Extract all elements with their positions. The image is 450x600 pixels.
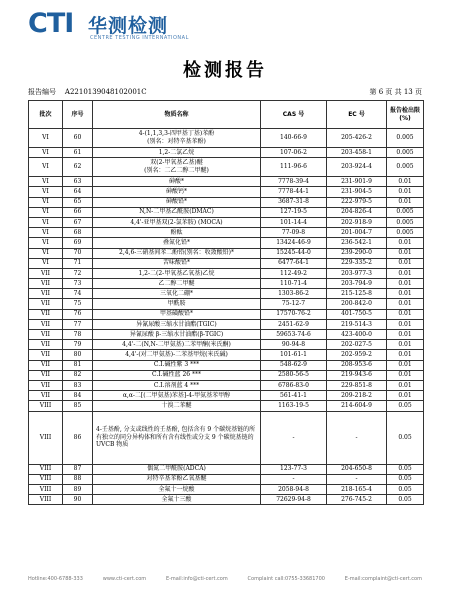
table-row — [29, 474, 424, 484]
cell-substance: 偶氮二甲酰胺(ADCA) — [93, 464, 261, 474]
cell-substance: 酚酞 — [93, 228, 261, 238]
cell-cas: 2058-94-8 — [261, 484, 327, 494]
cell-substance: 对特辛基苯酚乙氧基醚 — [93, 474, 261, 484]
cell-ec: 276-745-2 — [327, 495, 387, 505]
cell-seq: 74 — [63, 289, 93, 299]
report-number — [28, 87, 147, 97]
cell-batch: VI — [29, 129, 63, 148]
table-row — [29, 228, 424, 238]
cell-cas: 6477-64-1 — [261, 258, 327, 268]
cell-substance: 十溴二苯醚 — [93, 401, 261, 411]
cell-cas: 3687-31-8 — [261, 197, 327, 207]
cell-seq: 80 — [63, 350, 93, 360]
cell-substance: 4,4'-(对二甲氨基)-二苯基甲烷(米氏碱) — [93, 350, 261, 360]
table-row — [29, 411, 424, 464]
cell-limit: 0.005 — [387, 217, 424, 227]
cell-batch: VII — [29, 380, 63, 390]
cell-substance: 4,4'-亚甲基双(2-氯苯胺) (MOCA) — [93, 217, 261, 227]
table-row — [29, 495, 424, 505]
cell-ec: 203-924-4 — [327, 158, 387, 177]
cell-ec: - — [327, 474, 387, 484]
cell-cas: 7778-39-4 — [261, 177, 327, 187]
table-row — [29, 158, 424, 177]
cell-ec: 202-027-5 — [327, 340, 387, 350]
cell-cas: 13424-46-9 — [261, 238, 327, 248]
cell-ec: 423-400-0 — [327, 330, 387, 340]
cell-substance: C.I.溶剂蓝 4 *** — [93, 380, 261, 390]
logo-chinese-name: 华测检测 — [88, 15, 169, 37]
cell-batch: VI — [29, 197, 63, 207]
cell-cas: 1303-86-2 — [261, 289, 327, 299]
cell-ec: 209-218-2 — [327, 391, 387, 401]
cell-limit: 0.05 — [387, 495, 424, 505]
table-row — [29, 207, 424, 217]
cell-seq: 68 — [63, 228, 93, 238]
cell-limit: 0.01 — [387, 360, 424, 370]
table-row — [29, 289, 424, 299]
cell-seq: 63 — [63, 177, 93, 187]
cell-ec: 203-977-3 — [327, 268, 387, 278]
cell-seq: 90 — [63, 495, 93, 505]
cell-substance: 1,2-二氯乙烷 — [93, 148, 261, 158]
cell-batch: VI — [29, 207, 63, 217]
table-row — [29, 464, 424, 474]
table-row — [29, 177, 424, 187]
header-batch: 批次 — [29, 101, 63, 129]
cell-seq: 60 — [63, 129, 93, 148]
company-logo — [28, 8, 228, 48]
cell-seq: 79 — [63, 340, 93, 350]
cell-limit: 0.005 — [387, 207, 424, 217]
cell-limit: 0.01 — [387, 299, 424, 309]
cell-ec: 222-979-5 — [327, 197, 387, 207]
cell-substance: 苦味酸铅* — [93, 258, 261, 268]
cell-limit: 0.005 — [387, 228, 424, 238]
cell-ec: 231-904-5 — [327, 187, 387, 197]
cell-limit: 0.01 — [387, 391, 424, 401]
table-row — [29, 268, 424, 278]
cell-batch: VII — [29, 391, 63, 401]
cell-seq: 89 — [63, 484, 93, 494]
cell-ec: 215-125-8 — [327, 289, 387, 299]
cell-substance: 叠氮化铅* — [93, 238, 261, 248]
cell-seq: 72 — [63, 268, 93, 278]
cell-substance: 4,4'-二(N,N-二甲氨基)二苯甲酮(米氏酮) — [93, 340, 261, 350]
table-row — [29, 319, 424, 329]
table-row — [29, 360, 424, 370]
cell-limit: 0.05 — [387, 401, 424, 411]
cell-substance: 三氧化二硼* — [93, 289, 261, 299]
cell-limit: 0.005 — [387, 148, 424, 158]
cell-batch: VIII — [29, 484, 63, 494]
cell-cas: 7778-44-1 — [261, 187, 327, 197]
cell-limit: 0.05 — [387, 474, 424, 484]
cell-cas: 59653-74-6 — [261, 330, 327, 340]
cell-substance: N,N-二甲基乙酰胺(DMAC) — [93, 207, 261, 217]
cell-seq: 85 — [63, 401, 93, 411]
cell-limit: 0.01 — [387, 268, 424, 278]
cell-ec: 239-290-0 — [327, 248, 387, 258]
cell-ec: 229-851-8 — [327, 380, 387, 390]
table-row — [29, 309, 424, 319]
table-row — [29, 197, 424, 207]
cell-batch: VI — [29, 158, 63, 177]
cell-cas: - — [261, 474, 327, 484]
cell-cas: 111-96-6 — [261, 158, 327, 177]
cell-limit: 0.01 — [387, 319, 424, 329]
cell-substance: 砷酸钙* — [93, 187, 261, 197]
cell-ec: 219-514-3 — [327, 319, 387, 329]
table-row — [29, 350, 424, 360]
cell-cas: 110-71-4 — [261, 279, 327, 289]
cell-cas: - — [261, 411, 327, 464]
cell-seq: 66 — [63, 207, 93, 217]
footer-website: www.cti-cert.com — [102, 576, 147, 582]
cell-ec: 401-750-5 — [327, 309, 387, 319]
cell-substance: 砷酸铅* — [93, 197, 261, 207]
cell-batch: VIII — [29, 401, 63, 411]
cell-substance: 1,2-二(2-甲氧基乙氧基)乙烷 — [93, 268, 261, 278]
cell-cas: 548-62-9 — [261, 360, 327, 370]
cell-batch: VI — [29, 248, 63, 258]
cell-batch: VII — [29, 330, 63, 340]
cell-cas: 72629-94-8 — [261, 495, 327, 505]
cell-seq: 69 — [63, 238, 93, 248]
footer-complaint-call: Complaint call:0755-33681700 — [247, 576, 325, 582]
report-number-value: A2210139048102001C — [64, 88, 147, 96]
cell-ec: 214-604-9 — [327, 401, 387, 411]
cell-ec: 200-842-0 — [327, 299, 387, 309]
cell-cas: 127-19-5 — [261, 207, 327, 217]
cell-batch: VIII — [29, 464, 63, 474]
cell-seq: 83 — [63, 380, 93, 390]
cell-batch: VI — [29, 258, 63, 268]
cell-seq: 64 — [63, 187, 93, 197]
table-row — [29, 258, 424, 268]
cell-seq: 77 — [63, 319, 93, 329]
cell-ec: 201-004-7 — [327, 228, 387, 238]
cell-ec: 236-542-1 — [327, 238, 387, 248]
cell-batch: VII — [29, 268, 63, 278]
cell-batch: VII — [29, 279, 63, 289]
cell-seq: 84 — [63, 391, 93, 401]
footer-hotline: Hotline:400-6788-333 — [28, 576, 83, 582]
cell-limit: 0.01 — [387, 238, 424, 248]
cell-seq: 65 — [63, 197, 93, 207]
table-row — [29, 148, 424, 158]
cell-cas: 1163-19-5 — [261, 401, 327, 411]
cell-substance: 2,4,6-三硝基间苯二酚铅(别名：收敛酸铅)* — [93, 248, 261, 258]
header-limit: 报告检出限 (%) — [387, 101, 424, 129]
cell-seq: 82 — [63, 370, 93, 380]
cell-ec: 204-826-4 — [327, 207, 387, 217]
cell-substance: 双(2-甲氧基乙基)醚 (别名：二乙二醇二甲醚) — [93, 158, 261, 177]
header-cas: CAS 号 — [261, 101, 327, 129]
table-row — [29, 248, 424, 258]
table-body — [29, 129, 424, 505]
cell-limit: 0.01 — [387, 289, 424, 299]
table-row — [29, 401, 424, 411]
cell-batch: VI — [29, 238, 63, 248]
cell-substance: α,α-二[(二甲氨基)苯基]-4-甲氨基苯甲醇 — [93, 391, 261, 401]
cell-limit: 0.01 — [387, 370, 424, 380]
cell-limit: 0.01 — [387, 197, 424, 207]
cell-seq: 71 — [63, 258, 93, 268]
cell-limit: 0.01 — [387, 330, 424, 340]
cell-limit: 0.01 — [387, 177, 424, 187]
header-seq: 序号 — [63, 101, 93, 129]
cell-cas: 107-06-2 — [261, 148, 327, 158]
header-substance: 物质名称 — [93, 101, 261, 129]
cell-cas: 140-66-9 — [261, 129, 327, 148]
cell-cas: 77-09-8 — [261, 228, 327, 238]
cell-substance: 砷酸* — [93, 177, 261, 187]
footer-email: E-mail:info@cti-cert.com — [165, 576, 228, 582]
table-row — [29, 380, 424, 390]
cell-substance: 全氟十一烷酸 — [93, 484, 261, 494]
cell-cas: 123-77-3 — [261, 464, 327, 474]
cell-seq: 70 — [63, 248, 93, 258]
cell-seq: 61 — [63, 148, 93, 158]
cell-seq: 86 — [63, 411, 93, 464]
report-meta — [28, 87, 422, 99]
cell-seq: 87 — [63, 464, 93, 474]
cell-substance: 4-(1,1,3,3-四甲基丁基)苯酚 (别名：对特辛基苯酚) — [93, 129, 261, 148]
cell-substance: 甲酰胺 — [93, 299, 261, 309]
cell-ec: 229-335-2 — [327, 258, 387, 268]
cell-batch: VII — [29, 340, 63, 350]
table-row — [29, 217, 424, 227]
cell-batch: VII — [29, 289, 63, 299]
cell-batch: VI — [29, 177, 63, 187]
table-row — [29, 238, 424, 248]
cell-limit: 0.01 — [387, 258, 424, 268]
cell-substance: C.I.碱性蓝 26 *** — [93, 370, 261, 380]
cell-cas: 561-41-1 — [261, 391, 327, 401]
cell-cas: 17570-76-2 — [261, 309, 327, 319]
cell-batch: VI — [29, 148, 63, 158]
cell-ec: 231-901-9 — [327, 177, 387, 187]
cell-substance: 4-壬基酚, 分支或线性的壬基酚, 包括含有 9 个碳烷基链的所有独立的同分异构体和所有含有线性或分支 9 个碳烷基链的 UVCB 物质 — [93, 411, 261, 464]
cell-ec: 202-959-2 — [327, 350, 387, 360]
cell-seq: 76 — [63, 309, 93, 319]
cell-ec: 218-165-4 — [327, 484, 387, 494]
cell-limit: 0.05 — [387, 484, 424, 494]
table-row — [29, 279, 424, 289]
cell-seq: 88 — [63, 474, 93, 484]
table-row — [29, 330, 424, 340]
cell-limit: 0.01 — [387, 350, 424, 360]
results-table — [28, 100, 424, 505]
table-row — [29, 299, 424, 309]
cell-batch: VII — [29, 309, 63, 319]
cell-cas: 6786-83-0 — [261, 380, 327, 390]
cell-limit: 0.01 — [387, 340, 424, 350]
cell-seq: 78 — [63, 330, 93, 340]
cell-substance: 全氟十三酸 — [93, 495, 261, 505]
cell-batch: VIII — [29, 411, 63, 464]
header-ec: EC 号 — [327, 101, 387, 129]
cell-batch: VII — [29, 319, 63, 329]
cell-cas: 15245-44-0 — [261, 248, 327, 258]
cell-substance: 异氰尿酸 β-三缩水甘油酯(β-TGIC) — [93, 330, 261, 340]
cell-cas: 2580-56-5 — [261, 370, 327, 380]
cell-seq: 81 — [63, 360, 93, 370]
cell-cas: 112-49-2 — [261, 268, 327, 278]
cell-ec: 202-918-9 — [327, 217, 387, 227]
cell-ec: 208-953-6 — [327, 360, 387, 370]
cell-limit: 0.01 — [387, 248, 424, 258]
cell-ec: 203-458-1 — [327, 148, 387, 158]
cell-batch: VI — [29, 228, 63, 238]
cell-substance: 异氰尿酸三缩水甘油酯(TGIC) — [93, 319, 261, 329]
cell-limit: 0.01 — [387, 187, 424, 197]
cell-batch: VII — [29, 360, 63, 370]
table-row — [29, 484, 424, 494]
cell-batch: VIII — [29, 474, 63, 484]
logo-brand: CTI — [28, 8, 74, 39]
table-row — [29, 129, 424, 148]
cell-limit: 0.005 — [387, 158, 424, 177]
cell-limit: 0.01 — [387, 380, 424, 390]
cell-cas: 101-14-4 — [261, 217, 327, 227]
cell-cas: 75-12-7 — [261, 299, 327, 309]
page-info: 第 6 页 共 13 页 — [369, 88, 422, 96]
cell-seq: 62 — [63, 158, 93, 177]
cell-cas: 101-61-1 — [261, 350, 327, 360]
cell-seq: 67 — [63, 217, 93, 227]
cell-ec: - — [327, 411, 387, 464]
cell-limit: 0.05 — [387, 464, 424, 474]
cell-batch: VIII — [29, 495, 63, 505]
cell-limit: 0.01 — [387, 279, 424, 289]
cell-substance: C.I.碱性紫 3 *** — [93, 360, 261, 370]
logo-english-name: CENTRE TESTING INTERNATIONAL — [90, 35, 189, 41]
cell-seq: 73 — [63, 279, 93, 289]
cell-limit: 0.01 — [387, 309, 424, 319]
cell-substance: 乙二醇二甲醚 — [93, 279, 261, 289]
footer-complaint-email: E-mail:complaint@cti-cert.com — [344, 576, 422, 582]
cell-batch: VII — [29, 299, 63, 309]
cell-cas: 90-94-8 — [261, 340, 327, 350]
cell-seq: 75 — [63, 299, 93, 309]
cell-substance: 甲基磺酸铅* — [93, 309, 261, 319]
page-footer — [28, 576, 422, 582]
table-header-row — [29, 101, 424, 129]
cell-cas: 2451-62-9 — [261, 319, 327, 329]
table-row — [29, 370, 424, 380]
cell-ec: 203-794-9 — [327, 279, 387, 289]
report-title: 检测报告 — [183, 60, 267, 81]
table-row — [29, 340, 424, 350]
report-number-label: 报告编号 — [28, 88, 56, 96]
cell-batch: VI — [29, 217, 63, 227]
cell-batch: VII — [29, 370, 63, 380]
cell-batch: VI — [29, 187, 63, 197]
cell-limit: 0.05 — [387, 411, 424, 464]
table-row — [29, 391, 424, 401]
cell-ec: 205-426-2 — [327, 129, 387, 148]
table-row — [29, 187, 424, 197]
cell-limit: 0.005 — [387, 129, 424, 148]
cell-ec: 204-650-8 — [327, 464, 387, 474]
cell-ec: 219-943-6 — [327, 370, 387, 380]
cell-batch: VII — [29, 350, 63, 360]
